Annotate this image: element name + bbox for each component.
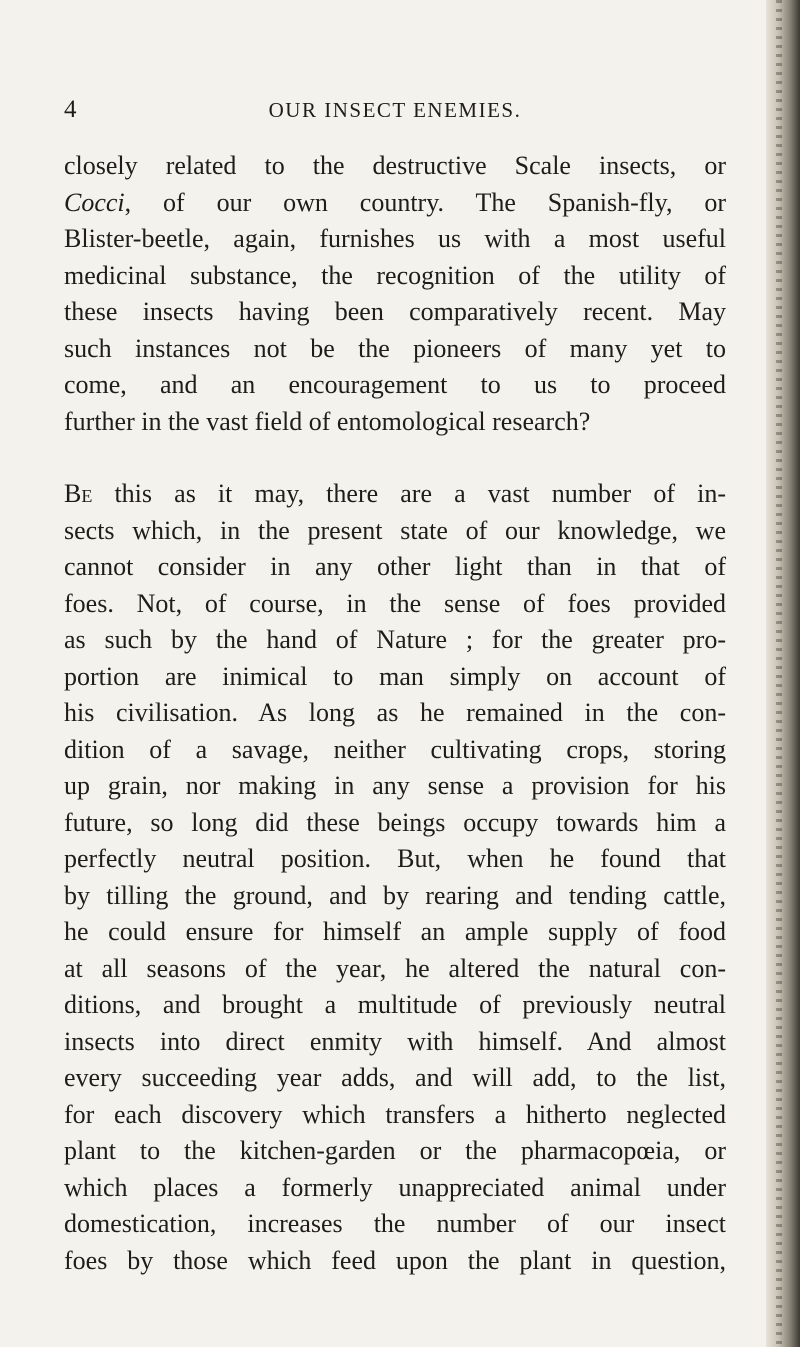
text-line: closely related to the destructive Scale insects, or: [64, 151, 726, 180]
text-line: foes. Not, of course, in the sense of foes provided: [64, 588, 726, 618]
text-line: up grain, nor making in any sense a provision for his: [64, 771, 726, 800]
text-line: by tilling the ground, and by rearing and tending cattle,: [64, 880, 726, 910]
text-line: portion are inimical to man simply on account of: [64, 661, 726, 691]
text-line: future, so long did these beings occupy towards him a: [64, 807, 726, 837]
text-line: such instances not be the pioneers of many yet to: [64, 333, 726, 363]
text-line: sects which, in the present state of our knowledge, we: [64, 515, 726, 545]
text-line: as such by the hand of Nature ; for the greater pro-: [64, 625, 726, 654]
running-head: [64, 96, 726, 130]
text-line: [64, 476, 726, 513]
text-line: further in the vast field of entomological research?: [64, 406, 591, 436]
paragraph-2: [64, 476, 726, 1279]
text-line: perfectly neutral position. But, when he found that: [64, 844, 726, 873]
text-line-remainder: , of our own country. The Spanish-fly, or: [124, 187, 726, 217]
text-line: these insects having been comparatively recent. May: [64, 297, 726, 326]
running-title: OUR INSECT ENEMIES.: [268, 98, 522, 122]
text-line: his civilisation. As long as he remained in the con-: [64, 698, 726, 727]
text-line: Blister-beetle, again, furnishes us with a most useful: [64, 224, 726, 253]
paragraph-1: [64, 148, 726, 440]
text-line: medicinal substance, the recognition of the utility of: [64, 260, 726, 290]
text-line: plant to the kitchen-garden or the pharmacopœia, or: [64, 1136, 726, 1165]
text-line: which places a formerly unappreciated animal under: [64, 1172, 726, 1202]
text-line: foes by those which feed upon the plant in question,: [64, 1245, 726, 1275]
text-line: dition of a savage, neither cultivating crops, storing: [64, 734, 726, 764]
text-line-remainder: this as it may, there are a vast number of in-: [92, 479, 726, 508]
text-line: ditions, and brought a multitude of previously neutral: [64, 990, 726, 1019]
text-line: insects into direct enmity with himself. And almost: [64, 1026, 726, 1056]
text-line: he could ensure for himself an ample supply of food: [64, 917, 726, 946]
text-line: every succeeding year adds, and will add, to the list,: [64, 1063, 726, 1092]
text-line: at all seasons of the year, he altered the natural con-: [64, 953, 726, 983]
text-line-cocci: [64, 185, 726, 222]
text-line: domestication, increases the number of our insect: [64, 1209, 726, 1238]
text-line: come, and an encouragement to us to proceed: [64, 370, 726, 399]
italic-term-cocci: Cocci: [64, 187, 125, 217]
page-edge-shadow: [766, 0, 800, 1347]
text-body: [64, 148, 726, 1279]
small-caps-opening: Be: [64, 479, 93, 508]
text-line: for each discovery which transfers a hitherto neglected: [64, 1099, 726, 1129]
text-line: cannot consider in any other light than in that of: [64, 552, 726, 581]
page-number: 4: [64, 96, 77, 123]
